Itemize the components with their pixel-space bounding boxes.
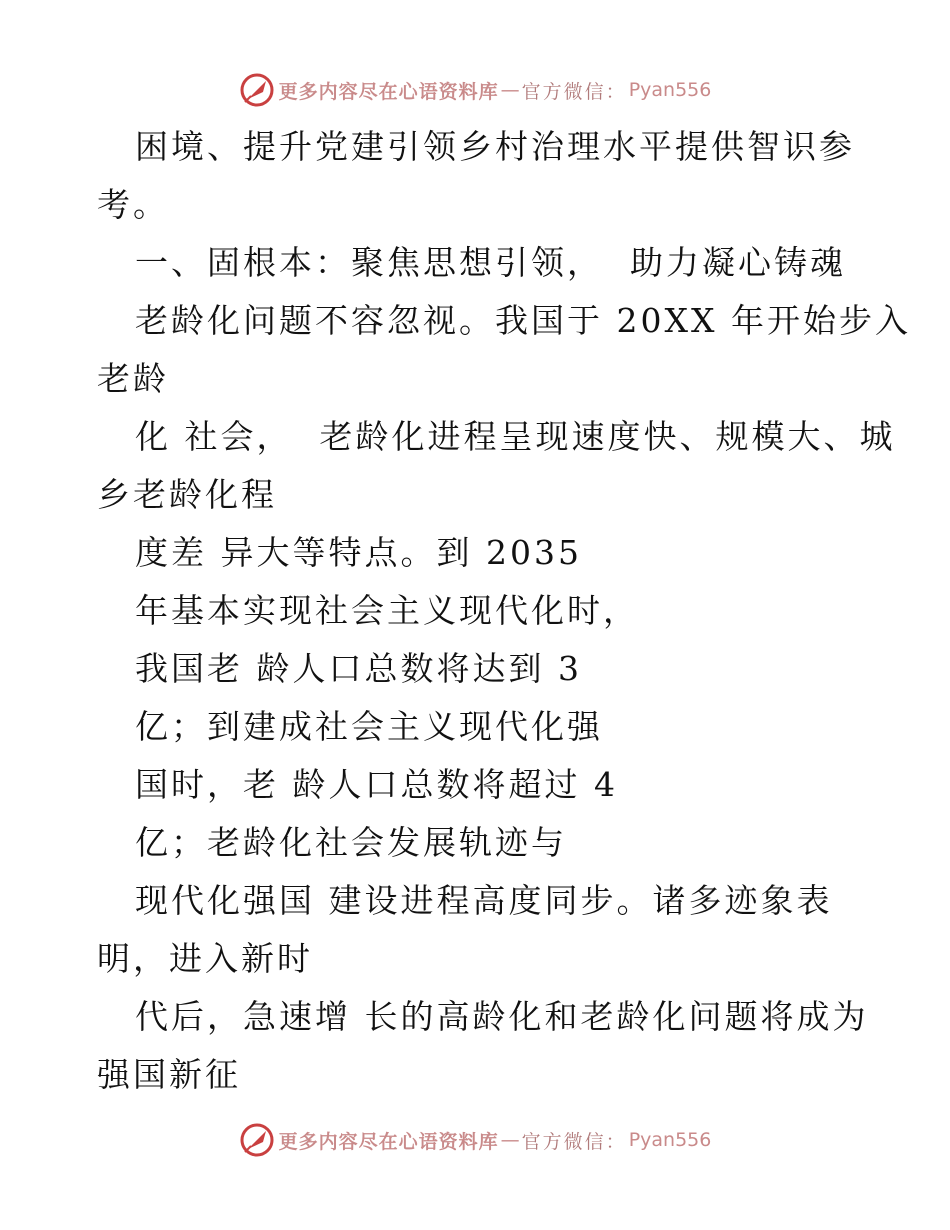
- watermark-id: Pyan556: [628, 79, 712, 101]
- text-line: 度差 异大等特点。到 2035: [135, 533, 582, 572]
- text-line: 代后，急速增 长的高龄化和老龄化问题将成为: [135, 997, 869, 1036]
- text-line: 老龄: [97, 359, 169, 398]
- watermark-separator: —: [500, 79, 520, 101]
- watermark-brand: 更多内容尽在心语资料库: [278, 80, 499, 103]
- text-line: 国时，老 龄人口总数将超过 4: [135, 765, 618, 804]
- text-line: 考。: [97, 185, 169, 224]
- text-line: 强国新征: [97, 1055, 241, 1094]
- watermark-brand: 更多内容尽在心语资料库: [278, 1130, 499, 1153]
- text-line: 我国老 龄人口总数将达到 3: [135, 649, 582, 688]
- text-line: 明，进入新时: [97, 939, 313, 978]
- footer-watermark: [0, 1120, 950, 1160]
- text-line: 化 社会， 老龄化进程呈现速度快、规模大、城: [135, 417, 896, 456]
- text-line: 老龄化问题不容忽视。我国于 20XX 年开始步入: [135, 301, 911, 340]
- quill-logo-icon: [239, 1122, 275, 1158]
- watermark-official: 官方微信：: [521, 1130, 627, 1153]
- text-line: 亿；到建成社会主义现代化强: [135, 707, 603, 746]
- watermark-official: 官方微信：: [521, 80, 627, 103]
- watermark-id: Pyan556: [628, 1129, 712, 1151]
- text-line: 乡老龄化程: [97, 475, 277, 514]
- text-line: 亿；老龄化社会发展轨迹与: [135, 823, 567, 862]
- text-line: 困境、提升党建引领乡村治理水平提供智识参: [135, 127, 855, 166]
- watermark-separator: —: [500, 1129, 520, 1151]
- section-heading: 一、固根本：聚焦思想引领， 助力凝心铸魂: [135, 243, 846, 282]
- text-line: 现代化强国 建设进程高度同步。诸多迹象表: [135, 881, 833, 920]
- text-line: 年基本实现社会主义现代化时，: [135, 591, 639, 630]
